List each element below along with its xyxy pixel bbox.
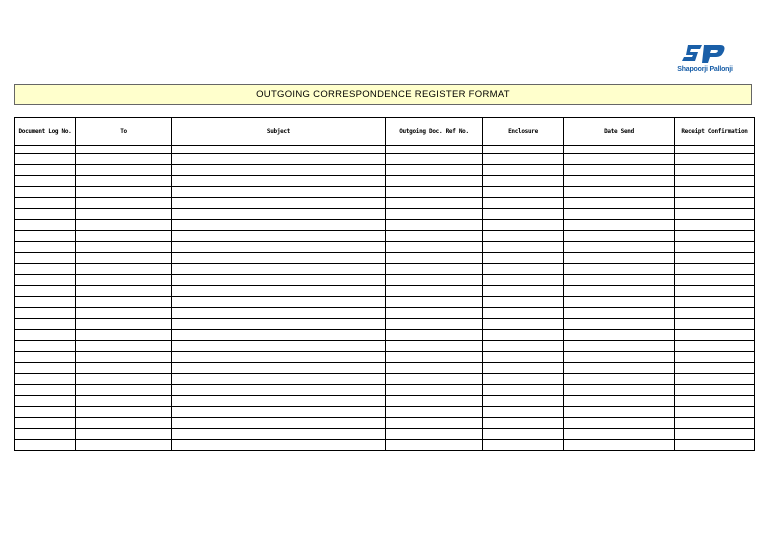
table-cell[interactable] xyxy=(564,253,675,264)
table-cell[interactable] xyxy=(483,176,564,187)
table-cell[interactable] xyxy=(76,418,172,429)
table-cell[interactable] xyxy=(564,231,675,242)
table-cell[interactable] xyxy=(172,385,386,396)
table-cell[interactable] xyxy=(675,418,755,429)
table-cell[interactable] xyxy=(675,429,755,440)
table-cell[interactable] xyxy=(675,440,755,451)
table-row xyxy=(15,440,755,451)
table-cell[interactable] xyxy=(15,297,76,308)
table-cell[interactable] xyxy=(172,297,386,308)
table-cell[interactable] xyxy=(15,330,76,341)
table-row xyxy=(15,352,755,363)
table-cell[interactable] xyxy=(386,374,483,385)
table-cell[interactable] xyxy=(483,407,564,418)
table-cell[interactable] xyxy=(564,396,675,407)
table-cell[interactable] xyxy=(675,187,755,198)
table-cell[interactable] xyxy=(483,165,564,176)
table-cell[interactable] xyxy=(76,297,172,308)
table-cell[interactable] xyxy=(172,187,386,198)
table-row xyxy=(15,146,755,154)
table-cell[interactable] xyxy=(386,407,483,418)
table-cell[interactable] xyxy=(15,198,76,209)
table-cell[interactable] xyxy=(483,418,564,429)
table-cell[interactable] xyxy=(172,176,386,187)
table-cell[interactable] xyxy=(564,198,675,209)
table-cell[interactable] xyxy=(564,187,675,198)
table-cell[interactable] xyxy=(386,440,483,451)
table-cell[interactable] xyxy=(172,429,386,440)
table-cell[interactable] xyxy=(172,264,386,275)
table-cell[interactable] xyxy=(15,146,76,154)
table-cell[interactable] xyxy=(172,231,386,242)
company-logo xyxy=(668,43,742,77)
table-cell[interactable] xyxy=(76,341,172,352)
table-cell[interactable] xyxy=(15,154,76,165)
column-header-subject: Subject xyxy=(172,118,386,146)
table-cell[interactable] xyxy=(15,341,76,352)
column-header-outgoing-doc-ref-no: Outgoing Doc. Ref No. xyxy=(386,118,483,146)
table-cell[interactable] xyxy=(564,418,675,429)
table-cell[interactable] xyxy=(76,187,172,198)
table-cell[interactable] xyxy=(76,385,172,396)
table-cell[interactable] xyxy=(76,429,172,440)
table-cell[interactable] xyxy=(564,440,675,451)
table-cell[interactable] xyxy=(675,154,755,165)
table-cell[interactable] xyxy=(15,209,76,220)
table-row xyxy=(15,363,755,374)
table-cell[interactable] xyxy=(483,341,564,352)
table-cell[interactable] xyxy=(675,242,755,253)
table-cell[interactable] xyxy=(76,440,172,451)
table-cell[interactable] xyxy=(386,146,483,154)
table-cell[interactable] xyxy=(675,297,755,308)
table-cell[interactable] xyxy=(76,374,172,385)
table-cell[interactable] xyxy=(76,253,172,264)
table-cell[interactable] xyxy=(564,176,675,187)
table-row xyxy=(15,242,755,253)
table-cell[interactable] xyxy=(564,209,675,220)
table-cell[interactable] xyxy=(386,396,483,407)
table-cell[interactable] xyxy=(564,297,675,308)
table-row xyxy=(15,407,755,418)
table-cell[interactable] xyxy=(15,407,76,418)
table-row xyxy=(15,319,755,330)
table-cell[interactable] xyxy=(172,146,386,154)
table-cell[interactable] xyxy=(483,319,564,330)
table-cell[interactable] xyxy=(15,418,76,429)
table-cell[interactable] xyxy=(15,220,76,231)
table-cell[interactable] xyxy=(675,308,755,319)
table-cell[interactable] xyxy=(172,418,386,429)
table-cell[interactable] xyxy=(483,146,564,154)
table-cell[interactable] xyxy=(675,209,755,220)
table-cell[interactable] xyxy=(386,209,483,220)
table-cell[interactable] xyxy=(15,308,76,319)
table-cell[interactable] xyxy=(172,242,386,253)
table-cell[interactable] xyxy=(483,396,564,407)
table-cell[interactable] xyxy=(15,374,76,385)
table-cell[interactable] xyxy=(76,308,172,319)
table-row xyxy=(15,165,755,176)
table-cell[interactable] xyxy=(172,220,386,231)
table-cell[interactable] xyxy=(675,385,755,396)
table-cell[interactable] xyxy=(172,374,386,385)
table-cell[interactable] xyxy=(675,363,755,374)
page-title: OUTGOING CORRESPONDENCE REGISTER FORMAT xyxy=(14,84,752,105)
table-cell[interactable] xyxy=(172,396,386,407)
table-cell[interactable] xyxy=(483,187,564,198)
table-cell[interactable] xyxy=(15,286,76,297)
table-cell[interactable] xyxy=(675,374,755,385)
table-cell[interactable] xyxy=(564,341,675,352)
table-cell[interactable] xyxy=(172,209,386,220)
register-table xyxy=(14,117,755,451)
table-cell[interactable] xyxy=(172,308,386,319)
table-cell[interactable] xyxy=(675,165,755,176)
table-cell[interactable] xyxy=(483,440,564,451)
table-cell[interactable] xyxy=(483,352,564,363)
table-cell[interactable] xyxy=(483,308,564,319)
table-cell[interactable] xyxy=(386,264,483,275)
table-cell[interactable] xyxy=(386,242,483,253)
table-cell[interactable] xyxy=(386,418,483,429)
table-cell[interactable] xyxy=(386,297,483,308)
table-cell[interactable] xyxy=(564,374,675,385)
table-cell[interactable] xyxy=(386,187,483,198)
table-cell[interactable] xyxy=(675,286,755,297)
table-cell[interactable] xyxy=(15,253,76,264)
sp-logo-icon xyxy=(682,43,726,65)
table-cell[interactable] xyxy=(675,330,755,341)
table-header-row xyxy=(15,118,755,146)
table-cell[interactable] xyxy=(172,330,386,341)
table-cell[interactable] xyxy=(15,264,76,275)
column-header-enclosure: Enclosure xyxy=(483,118,564,146)
table-cell[interactable] xyxy=(172,275,386,286)
table-cell[interactable] xyxy=(172,198,386,209)
table-cell[interactable] xyxy=(172,319,386,330)
table-cell[interactable] xyxy=(675,352,755,363)
table-cell[interactable] xyxy=(564,319,675,330)
table-cell[interactable] xyxy=(564,429,675,440)
table-cell[interactable] xyxy=(76,319,172,330)
table-cell[interactable] xyxy=(76,154,172,165)
table-cell[interactable] xyxy=(386,352,483,363)
table-cell[interactable] xyxy=(675,146,755,154)
table-row xyxy=(15,154,755,165)
table-row xyxy=(15,275,755,286)
table-cell[interactable] xyxy=(386,308,483,319)
table-cell[interactable] xyxy=(15,429,76,440)
table-cell[interactable] xyxy=(675,176,755,187)
table-cell[interactable] xyxy=(386,429,483,440)
table-cell[interactable] xyxy=(483,286,564,297)
table-cell[interactable] xyxy=(564,330,675,341)
table-cell[interactable] xyxy=(15,396,76,407)
table-cell[interactable] xyxy=(675,319,755,330)
table-cell[interactable] xyxy=(483,242,564,253)
table-cell[interactable] xyxy=(76,407,172,418)
table-cell[interactable] xyxy=(15,176,76,187)
table-cell[interactable] xyxy=(15,440,76,451)
table-row xyxy=(15,330,755,341)
table-cell[interactable] xyxy=(564,154,675,165)
table-row xyxy=(15,418,755,429)
table-cell[interactable] xyxy=(483,374,564,385)
table-cell[interactable] xyxy=(483,231,564,242)
table-cell[interactable] xyxy=(483,363,564,374)
table-cell[interactable] xyxy=(483,297,564,308)
table-cell[interactable] xyxy=(76,264,172,275)
table-row xyxy=(15,187,755,198)
table-cell[interactable] xyxy=(386,231,483,242)
table-cell[interactable] xyxy=(172,165,386,176)
table-cell[interactable] xyxy=(483,275,564,286)
table-row xyxy=(15,220,755,231)
table-cell[interactable] xyxy=(675,341,755,352)
table-cell[interactable] xyxy=(483,198,564,209)
table-cell[interactable] xyxy=(386,330,483,341)
table-cell[interactable] xyxy=(564,264,675,275)
table-cell[interactable] xyxy=(386,286,483,297)
table-cell[interactable] xyxy=(15,242,76,253)
column-header-date-send: Date Send xyxy=(564,118,675,146)
table-cell[interactable] xyxy=(564,275,675,286)
table-cell[interactable] xyxy=(675,198,755,209)
table-cell[interactable] xyxy=(386,253,483,264)
table-cell[interactable] xyxy=(675,407,755,418)
logo-wordmark: Shapoorji Pallonji xyxy=(677,66,733,73)
table-cell[interactable] xyxy=(386,198,483,209)
column-header-to: To xyxy=(76,118,172,146)
table-cell[interactable] xyxy=(386,154,483,165)
table-row xyxy=(15,429,755,440)
table-row xyxy=(15,253,755,264)
table-cell[interactable] xyxy=(15,352,76,363)
table-cell[interactable] xyxy=(483,253,564,264)
table-row xyxy=(15,341,755,352)
table-cell[interactable] xyxy=(386,341,483,352)
table-cell[interactable] xyxy=(675,253,755,264)
table-cell[interactable] xyxy=(564,385,675,396)
table-cell[interactable] xyxy=(76,363,172,374)
table-row xyxy=(15,198,755,209)
table-cell[interactable] xyxy=(15,275,76,286)
column-header-document-log-no: Document Log No. xyxy=(15,118,76,146)
table-cell[interactable] xyxy=(172,440,386,451)
table-cell[interactable] xyxy=(76,198,172,209)
table-cell[interactable] xyxy=(675,220,755,231)
table-cell[interactable] xyxy=(675,396,755,407)
table-cell[interactable] xyxy=(15,165,76,176)
table-row xyxy=(15,264,755,275)
table-row xyxy=(15,231,755,242)
table-cell[interactable] xyxy=(675,231,755,242)
table-cell[interactable] xyxy=(564,363,675,374)
table-cell[interactable] xyxy=(564,146,675,154)
table-cell[interactable] xyxy=(76,396,172,407)
table-cell[interactable] xyxy=(76,146,172,154)
table-cell[interactable] xyxy=(15,363,76,374)
table-row xyxy=(15,396,755,407)
table-cell[interactable] xyxy=(15,231,76,242)
table-cell[interactable] xyxy=(675,264,755,275)
table-row xyxy=(15,308,755,319)
table-cell[interactable] xyxy=(15,319,76,330)
column-header-receipt-confirmation: Receipt Confirmation xyxy=(675,118,755,146)
table-cell[interactable] xyxy=(564,286,675,297)
table-cell[interactable] xyxy=(76,286,172,297)
table-cell[interactable] xyxy=(15,385,76,396)
table-cell[interactable] xyxy=(172,253,386,264)
table-body xyxy=(15,146,755,451)
table-cell[interactable] xyxy=(172,341,386,352)
table-cell[interactable] xyxy=(172,407,386,418)
table-cell[interactable] xyxy=(483,429,564,440)
table-cell[interactable] xyxy=(76,242,172,253)
table-cell[interactable] xyxy=(564,220,675,231)
table-row xyxy=(15,209,755,220)
table-cell[interactable] xyxy=(386,319,483,330)
table-row xyxy=(15,374,755,385)
table-cell[interactable] xyxy=(15,187,76,198)
table-cell[interactable] xyxy=(386,385,483,396)
table-cell[interactable] xyxy=(483,264,564,275)
table-cell[interactable] xyxy=(76,352,172,363)
table-row xyxy=(15,286,755,297)
table-cell[interactable] xyxy=(386,363,483,374)
table-cell[interactable] xyxy=(76,220,172,231)
table-cell[interactable] xyxy=(76,176,172,187)
table-cell[interactable] xyxy=(564,352,675,363)
table-cell[interactable] xyxy=(675,275,755,286)
table-cell[interactable] xyxy=(564,308,675,319)
table-cell[interactable] xyxy=(172,286,386,297)
table-cell[interactable] xyxy=(483,330,564,341)
table-cell[interactable] xyxy=(483,385,564,396)
table-cell[interactable] xyxy=(564,407,675,418)
table-cell[interactable] xyxy=(172,363,386,374)
table-cell[interactable] xyxy=(386,165,483,176)
table-cell[interactable] xyxy=(386,275,483,286)
table-cell[interactable] xyxy=(386,176,483,187)
table-cell[interactable] xyxy=(483,220,564,231)
table-cell[interactable] xyxy=(76,330,172,341)
table-cell[interactable] xyxy=(483,154,564,165)
table-cell[interactable] xyxy=(483,209,564,220)
table-cell[interactable] xyxy=(386,220,483,231)
table-cell[interactable] xyxy=(564,242,675,253)
table-cell[interactable] xyxy=(564,165,675,176)
table-row xyxy=(15,297,755,308)
table-cell[interactable] xyxy=(172,154,386,165)
table-cell[interactable] xyxy=(76,275,172,286)
table-cell[interactable] xyxy=(76,165,172,176)
table-row xyxy=(15,385,755,396)
table-cell[interactable] xyxy=(76,231,172,242)
table-row xyxy=(15,176,755,187)
table-cell[interactable] xyxy=(172,352,386,363)
table-cell[interactable] xyxy=(76,209,172,220)
